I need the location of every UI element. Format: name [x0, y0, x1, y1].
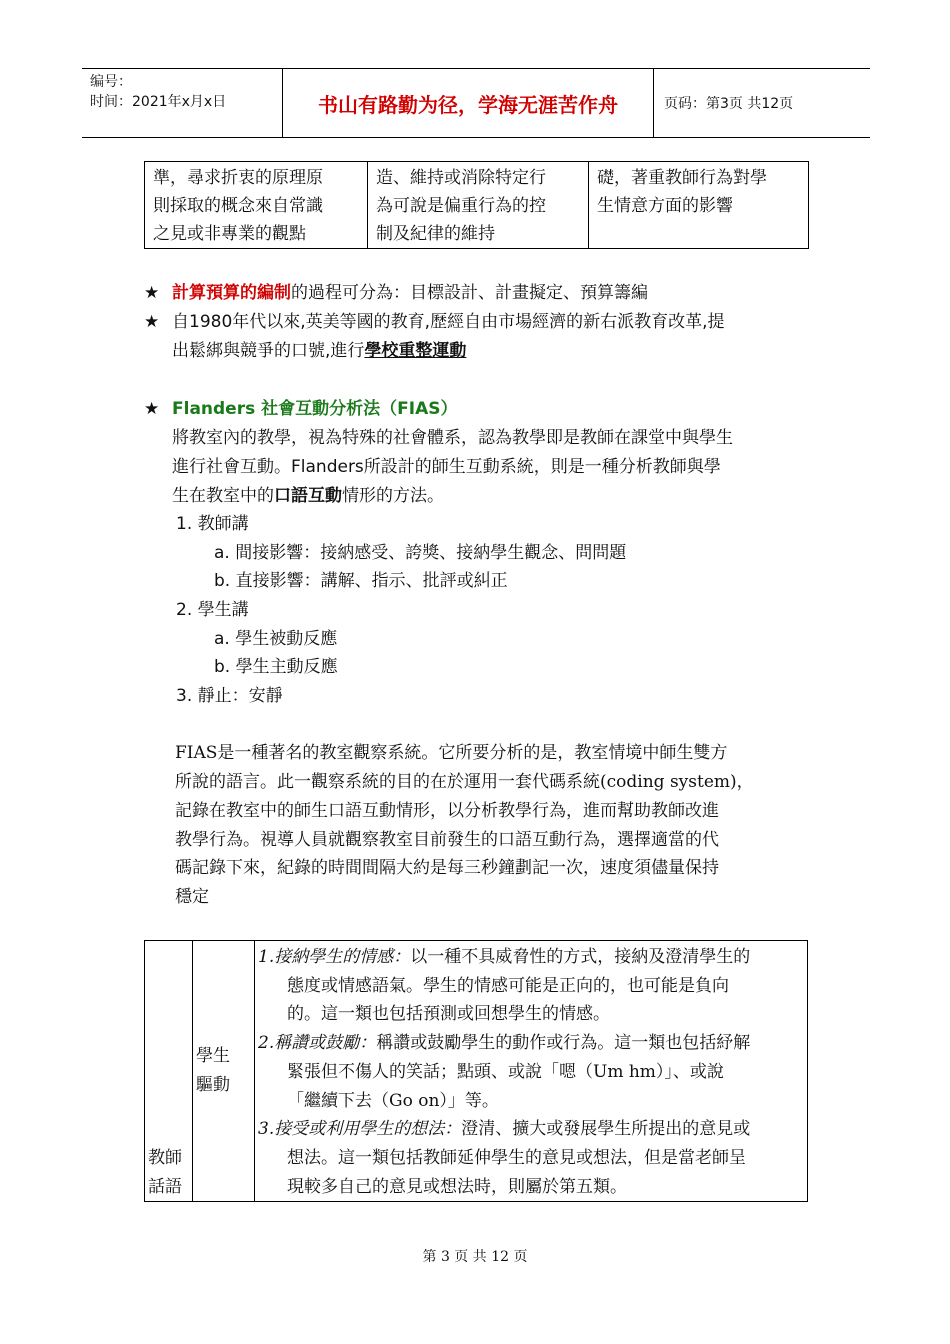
star-icon: ★	[144, 312, 160, 332]
fias-para-line: 碼記錄下來，紀錄的時間間隔大約是每三秒鐘劃記一次，速度須儘量保持	[175, 858, 719, 878]
outline-item-active: b. 學生主動反應	[214, 657, 338, 677]
bullet-reform-line2-text: 出鬆綁與競爭的口號,進行	[172, 341, 365, 361]
fias-intro-line1: 將教室內的教學，視為特殊的社會體系，認為教學即是教師在課堂中與學生	[172, 428, 733, 448]
cell-line: 生情意方面的影響	[597, 196, 733, 216]
cell-line: 制及紀律的維持	[376, 224, 495, 244]
outline-item-silence: 3. 靜止：安靜	[176, 686, 283, 706]
header-code-label: 编号：	[90, 74, 132, 90]
cell-line: 為可說是偏重行為的控	[376, 196, 546, 216]
bullet-budget-text: 的過程可分為：目標設計、計畫擬定、預算籌編	[291, 283, 648, 303]
header-motto: 书山有路勤为径，学海无涯苦作舟	[282, 69, 654, 137]
bullet-budget-keyword: 計算預算的編制	[172, 283, 291, 303]
cell-line: 驅動	[196, 1075, 230, 1096]
header-time-label: 时间：2021年x月x日	[90, 94, 227, 110]
comparison-table-fragment	[144, 161, 809, 249]
page-footer: 第 3 页 共 12 页	[422, 1249, 528, 1265]
outline-item-student: 2. 學生講	[176, 600, 249, 620]
header-page-info: 页码：第3页 共12页	[664, 96, 794, 112]
item-text: 稱讚或鼓勵學生的動作或行為。這一類也包括紓解	[376, 1033, 751, 1054]
item-text: 想法。這一類包括教師延伸學生的意見或想法，但是當老師呈	[287, 1147, 746, 1168]
item-text: 態度或情感語氣。學生的情感可能是正向的，也可能是負向	[287, 975, 729, 996]
table-cell	[368, 162, 589, 249]
item-text: 緊張但不傷人的笑話；點頭、或說「嗯（Um hm）」、或說	[287, 1061, 724, 1082]
table-row	[145, 941, 808, 1202]
page-header	[82, 68, 870, 138]
category-descriptions	[255, 941, 808, 1202]
item-text: 「繼續下去（Go on）」等。	[287, 1090, 499, 1111]
item-title: 3.接受或利用學生的想法：	[258, 1119, 462, 1140]
bullet-fias-heading	[144, 395, 457, 423]
fias-para-line: 穩定	[175, 887, 209, 907]
item-text: 的。這一類也包括預測或回想學生的情感。	[287, 1004, 610, 1025]
table-cell	[589, 162, 809, 249]
table-row	[145, 162, 809, 249]
cell-line: 造、維持或消除特定行	[376, 168, 546, 188]
fias-para-line: 所說的語言。此一觀察系統的目的在於運用一套代碼系統(coding system)，	[175, 772, 754, 792]
fias-intro-text: 情形的方法。	[342, 486, 444, 506]
fias-intro-line3	[172, 482, 444, 511]
cell-line: 話語	[148, 1176, 182, 1197]
fias-intro-keyword: 口語互動	[274, 486, 342, 506]
outline-item-teacher: 1. 教師講	[176, 514, 249, 534]
item-text: 現較多自己的意見或想法時，則屬於第五類。	[287, 1176, 627, 1197]
cell-line: 教師	[148, 1147, 182, 1168]
star-icon: ★	[144, 399, 160, 419]
item-title: 2.稱讚或鼓勵：	[258, 1033, 377, 1054]
category-item-3	[258, 1115, 805, 1201]
category-teacher-talk	[145, 941, 193, 1202]
item-text: 澄清、擴大或發展學生所提出的意見或	[461, 1119, 751, 1140]
cell-line: 則採取的概念來自常識	[153, 196, 323, 216]
cell-line: 之見或非專業的觀點	[153, 224, 306, 244]
category-item-2	[258, 1029, 805, 1115]
cell-line: 學生	[196, 1046, 230, 1067]
item-text: 以一種不具威脅性的方式，接納及澄清學生的	[410, 947, 751, 967]
fias-para-line: 記錄在教室中的師生口語互動情形，以分析教學行為，進而幫助教師改進	[175, 801, 719, 821]
bullet-reform-line1: 自1980年代以來,英美等國的教育,歷經自由市場經濟的新右派教育改革,提	[172, 312, 725, 332]
cell-line: 準，尋求折衷的原理原	[153, 168, 323, 188]
outline-item-indirect: a. 間接影響：接納感受、誇獎、接納學生觀念、問問題	[214, 543, 627, 563]
outline-item-passive: a. 學生被動反應	[214, 629, 338, 649]
bullet-budget	[144, 279, 648, 307]
outline-item-direct: b. 直接影響：講解、指示、批評或糾正	[214, 571, 508, 591]
fias-category-table	[144, 940, 808, 1202]
bullet-reform	[144, 308, 724, 336]
table-cell	[145, 162, 368, 249]
header-meta	[82, 69, 282, 137]
fias-heading: Flanders 社會互動分析法（FIAS）	[172, 399, 458, 419]
bullet-reform-line2	[172, 337, 466, 365]
item-title: 1.接納學生的情感：	[258, 947, 411, 967]
bullet-reform-keyword: 學校重整運動	[364, 341, 467, 361]
fias-para-line: FIAS是一種著名的教室觀察系統。它所要分析的是，教室情境中師生雙方	[175, 743, 728, 763]
category-item-1	[258, 943, 805, 1029]
fias-para-line: 教學行為。視導人員就觀察教室目前發生的口語互動行為，選擇適當的代	[175, 830, 719, 850]
category-student-driven	[193, 941, 255, 1202]
star-icon: ★	[144, 283, 160, 303]
cell-line: 礎，著重教師行為對學	[597, 168, 767, 188]
fias-intro-line2: 進行社會互動。Flanders所設計的師生互動系統，則是一種分析教師與學	[172, 457, 721, 477]
fias-intro-text: 生在教室中的	[172, 486, 274, 506]
